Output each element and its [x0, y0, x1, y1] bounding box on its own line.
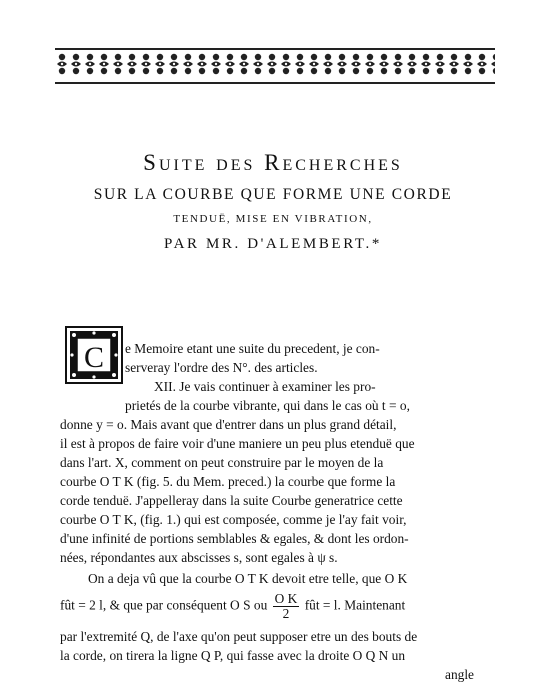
page-title: Suite des Recherches — [143, 150, 403, 175]
text-line: corde tenduë. J'appelleray dans la suite Courbe generatrice cette — [60, 493, 403, 508]
decorated-initial — [65, 326, 123, 384]
text-line: il est à propos de faire voir d'une maniere un peu plus etenduë que — [60, 436, 415, 451]
text-line: serveray l'ordre des N°. des articles. — [125, 360, 318, 375]
formula-line — [60, 592, 405, 621]
text-line: XII. Je vais continuer à examiner les pro- — [154, 379, 376, 394]
fraction — [273, 592, 300, 621]
text-line: d'une infinité de portions semblables & egales, & dont les ordon- — [60, 531, 409, 546]
text-line: e Memoire etant une suite du precedent, je con- — [125, 341, 380, 356]
text-line: par l'extremité Q, de l'axe qu'on peut supposer etre un des bouts de — [60, 629, 418, 644]
text-line: courbe O T K (fig. 5. du Mem. preced.) la courbe que forme la — [60, 474, 396, 489]
formula-text-b: fût = l. Maintenant — [304, 597, 406, 613]
page-subtitle-2: TENDUË, MISE EN VIBRATION, — [173, 213, 373, 225]
page-subtitle: SUR LA COURBE QUE FORME UNE CORDE — [93, 186, 453, 203]
ornamental-header-band — [55, 48, 495, 84]
text-line: prietés de la courbe vibrante, qui dans le cas où t = o, — [125, 398, 410, 413]
ornament-pattern — [55, 50, 495, 78]
text-line: donne y = o. Mais avant que d'entrer dans un plus grand détail, — [60, 417, 397, 432]
text-line: la corde, on tirera la ligne Q P, qui fasse avec la droite O Q N un — [60, 648, 406, 663]
catchword: angle — [445, 667, 474, 682]
fraction-numerator: O K — [274, 591, 298, 606]
text-line: courbe O T K, (fig. 1.) qui est composée, comme je l'ay fait voir, — [60, 512, 407, 527]
author-byline: PAR MR. D'ALEMBERT.* — [164, 236, 382, 252]
text-line: dans l'art. X, comment on peut construire par le moyen de la — [60, 455, 384, 470]
formula-text-a: fût = 2 l, & que par conséquent O S ou — [60, 597, 268, 613]
text-line: On a deja vû que la courbe O T K devoit etre telle, que O K — [88, 571, 408, 586]
fraction-denominator: 2 — [282, 606, 290, 621]
dropcap-letter: C — [83, 341, 105, 374]
text-line: nées, répondantes aux abscisses s, sont egales à ψ s. — [60, 550, 338, 565]
